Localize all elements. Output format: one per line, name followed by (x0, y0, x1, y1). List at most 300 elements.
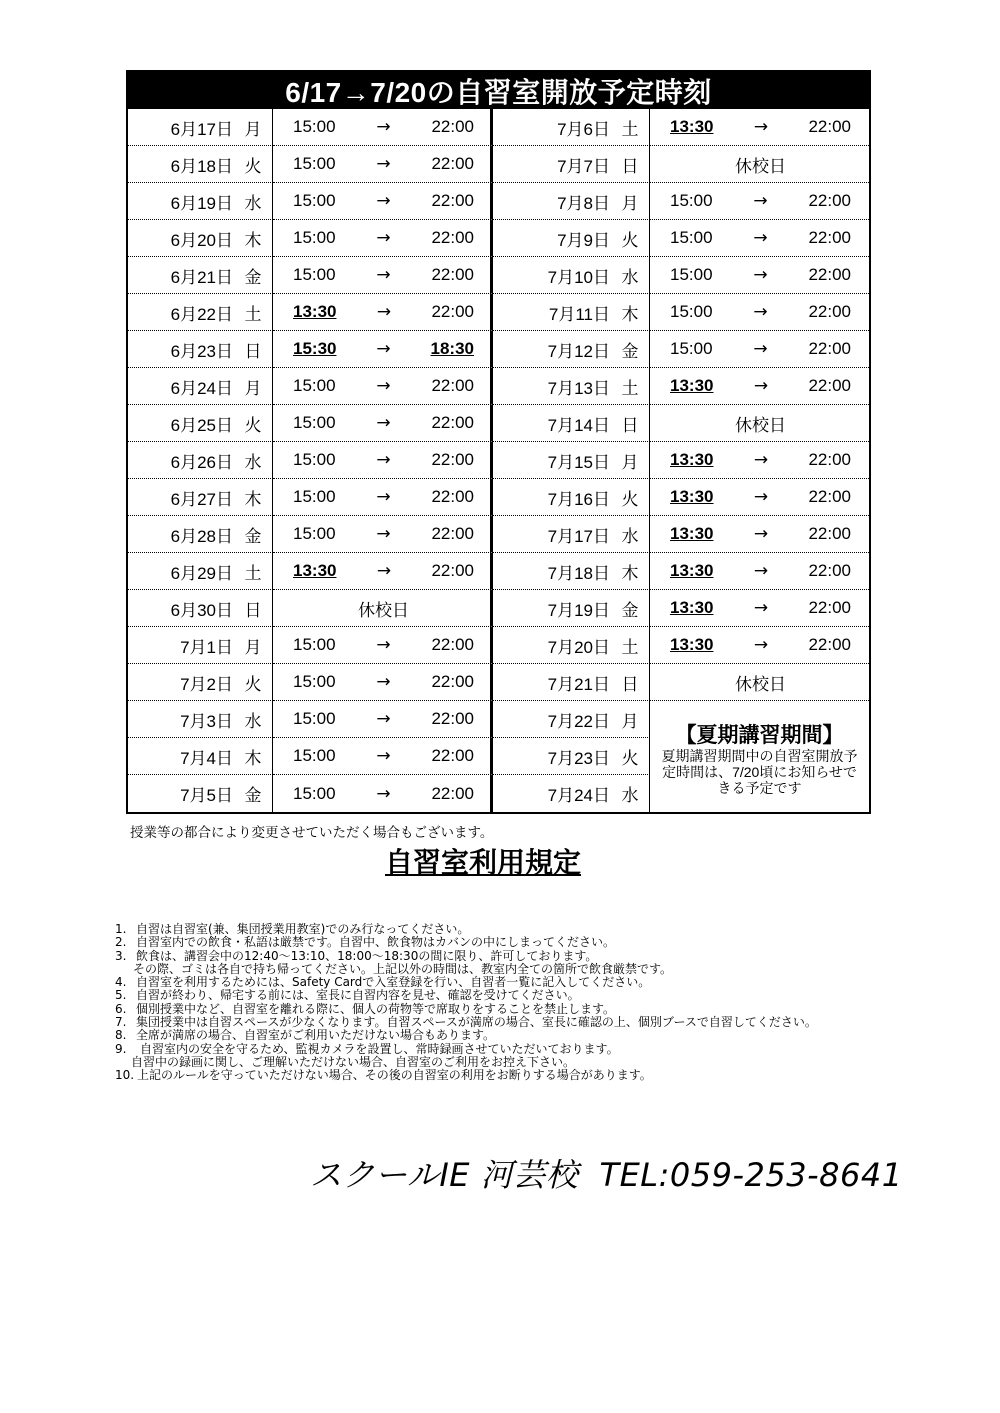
time-range (293, 450, 474, 470)
close-time: 22:00 (808, 228, 851, 247)
date-text: 6月17日 (170, 119, 233, 139)
time-range (293, 117, 474, 137)
weekday-text: 月 (244, 637, 262, 657)
schedule-title: 6/17→7/20の自習室開放予定時刻 (128, 72, 869, 109)
left-date-cell (128, 627, 273, 664)
arrow-glyph: → (753, 487, 769, 507)
close-time: 22:00 (808, 376, 851, 395)
open-time: 15:00 (293, 635, 336, 654)
date-text: 6月20日 (170, 230, 233, 250)
rule-number: 2. (115, 935, 127, 950)
time-range (670, 302, 851, 322)
right-time-cell (650, 368, 869, 405)
left-time-cell (273, 146, 493, 183)
weekday-text: 日 (621, 156, 639, 176)
arrow-glyph: → (753, 117, 769, 137)
left-date-cell (128, 664, 273, 701)
weekday-text: 火 (244, 415, 262, 435)
date-text: 7月3日 (180, 711, 233, 731)
left-date-cell (128, 257, 273, 294)
right-time-cell (650, 257, 869, 294)
close-time: 22:00 (808, 635, 851, 654)
date-text: 7月1日 (180, 637, 233, 657)
left-time-cell (273, 775, 493, 812)
right-date-cell (493, 553, 650, 590)
right-time-cell (650, 479, 869, 516)
arrow-glyph: → (376, 783, 391, 804)
weekday-text: 土 (244, 304, 262, 324)
time-range (293, 339, 474, 359)
arrow-glyph: → (376, 376, 391, 396)
arrow-glyph: → (376, 487, 391, 507)
arrow-glyph: → (376, 154, 391, 174)
date-text: 6月18日 (170, 156, 233, 176)
date-text: 7月8日 (557, 193, 610, 213)
left-time-cell (273, 183, 493, 220)
weekday-text: 月 (621, 452, 639, 472)
weekday-text: 水 (244, 452, 262, 472)
time-range (670, 117, 851, 137)
weekday-text: 金 (244, 786, 262, 805)
open-time: 15:30 (293, 339, 337, 358)
open-time: 15:00 (670, 228, 713, 247)
left-time-cell (273, 553, 493, 590)
rule-text: 自習中の録画に関し、ご理解いただけない場合、自習室のご利用をお控え下さい。 (131, 1054, 576, 1069)
time-range (293, 191, 474, 211)
close-time: 22:00 (431, 524, 474, 543)
date-text: 7月6日 (557, 119, 610, 139)
close-time: 22:00 (808, 339, 851, 358)
rule-number: 10. (115, 1068, 135, 1083)
time-range (670, 487, 851, 507)
date-text: 6月22日 (170, 304, 233, 324)
weekday-text: 水 (244, 711, 262, 731)
right-date-cell (493, 442, 650, 479)
summer-session-note (650, 701, 869, 812)
weekday-text: 火 (244, 156, 262, 176)
open-time: 15:00 (293, 672, 336, 691)
right-date-cell (493, 109, 650, 146)
rule-number: 1. (115, 922, 127, 936)
close-time: 22:00 (431, 487, 474, 506)
open-time: 13:30 (670, 376, 714, 395)
rule-number: 5. (115, 988, 127, 1003)
arrow-glyph: → (753, 228, 768, 248)
weekday-text: 火 (621, 489, 639, 509)
rule-text: 自習室内の安全を守るため、監視カメラを設置し、常時録画させていただいております。 (140, 1041, 619, 1056)
date-text: 6月25日 (170, 415, 233, 435)
rule-number: 8. (115, 1028, 127, 1043)
weekday-text: 木 (244, 748, 262, 768)
right-date-cell (493, 479, 650, 516)
left-date-cell (128, 701, 273, 738)
date-text: 7月14日 (547, 415, 610, 435)
right-time-cell (650, 220, 869, 257)
arrow-glyph: → (376, 635, 391, 655)
rules-list (115, 923, 975, 1083)
close-time: 22:00 (431, 228, 474, 247)
date-text: 6月30日 (170, 600, 233, 620)
date-text: 6月24日 (170, 378, 233, 398)
date-text: 7月24日 (547, 786, 610, 805)
weekday-text: 金 (244, 267, 262, 287)
close-time: 22:00 (431, 302, 474, 321)
closed-day-label: 休校日 (735, 674, 786, 694)
left-time-cell (273, 479, 493, 516)
time-range (670, 524, 851, 544)
left-time-cell (273, 368, 493, 405)
right-date-cell (493, 257, 650, 294)
date-text: 6月26日 (170, 452, 233, 472)
left-date-cell (128, 183, 273, 220)
rules-title: 自習室利用規定 (384, 846, 581, 879)
right-date-cell (493, 146, 650, 183)
rule-number: 6. (115, 1001, 127, 1016)
weekday-text: 水 (621, 267, 639, 287)
time-range (293, 228, 474, 248)
close-time: 22:00 (431, 672, 474, 691)
date-text: 7月9日 (557, 230, 610, 250)
time-range (670, 561, 851, 581)
left-time-cell (273, 701, 493, 738)
time-range (670, 450, 851, 470)
left-date-cell (128, 331, 273, 368)
right-date-cell (493, 627, 650, 664)
left-date-cell (128, 479, 273, 516)
arrow-glyph: → (376, 709, 391, 729)
left-date-cell (128, 516, 273, 553)
time-range (293, 524, 474, 544)
right-time-cell (650, 590, 869, 627)
right-date-cell (493, 220, 650, 257)
date-text: 7月16日 (547, 489, 610, 509)
open-time: 13:30 (670, 487, 714, 506)
weekday-text: 水 (244, 193, 262, 213)
date-text: 7月4日 (180, 748, 233, 768)
right-date-cell (493, 183, 650, 220)
right-time-cell (650, 627, 869, 664)
right-time-cell (650, 146, 869, 183)
right-time-cell (650, 183, 869, 220)
left-date-cell (128, 368, 273, 405)
close-time: 22:00 (431, 265, 474, 284)
arrow-glyph: → (376, 524, 391, 544)
time-range (293, 635, 474, 655)
time-range (670, 598, 851, 618)
open-time: 15:00 (293, 524, 336, 543)
left-date-cell (128, 405, 273, 442)
weekday-text: 日 (244, 600, 262, 620)
left-time-cell (273, 257, 493, 294)
rule-item (115, 989, 975, 1002)
time-range (670, 265, 851, 285)
left-time-cell (273, 220, 493, 257)
close-time: 22:00 (808, 265, 851, 284)
left-date-cell (128, 294, 273, 331)
time-range (670, 191, 851, 211)
weekday-text: 日 (621, 674, 639, 694)
weekday-text: 日 (621, 415, 639, 435)
arrow-glyph: → (376, 265, 391, 285)
time-range (293, 302, 474, 322)
date-text: 7月13日 (547, 378, 610, 398)
date-text: 7月17日 (547, 526, 610, 546)
rule-number: 3. (115, 948, 127, 963)
arrow-glyph: → (753, 561, 769, 581)
date-text: 7月20日 (547, 637, 610, 657)
arrow-glyph: → (753, 376, 769, 396)
rule-number: 7. (115, 1015, 127, 1030)
time-range (293, 561, 474, 581)
arrow-glyph: → (753, 339, 768, 359)
open-time: 13:30 (293, 561, 337, 580)
arrow-glyph: → (753, 635, 769, 655)
school-contact: スクールIE 河芸校 TEL:059-253-8641 (310, 1156, 903, 1194)
close-time: 22:00 (808, 450, 851, 469)
date-text: 6月23日 (170, 341, 233, 361)
left-time-cell (273, 331, 493, 368)
date-text: 6月21日 (170, 267, 233, 287)
right-time-cell (650, 109, 869, 146)
arrow-glyph: → (376, 191, 391, 211)
close-time: 22:00 (808, 191, 851, 210)
rule-text: 上記のルールを守っていただけない場合、その後の自習室の利用をお断りする場合があります。 (137, 1068, 652, 1083)
date-text: 7月18日 (547, 563, 610, 583)
rule-item (115, 1029, 975, 1042)
date-text: 7月11日 (548, 304, 610, 324)
right-date-cell (493, 516, 650, 553)
weekday-text: 土 (244, 563, 262, 583)
rule-item (115, 950, 975, 963)
arrow-glyph: → (376, 413, 391, 433)
close-time: 22:00 (808, 561, 851, 580)
weekday-text: 木 (244, 489, 262, 509)
open-time: 15:00 (293, 265, 336, 284)
close-time: 22:00 (431, 746, 474, 765)
arrow-glyph: → (376, 746, 391, 766)
left-time-cell (273, 664, 493, 701)
time-range (670, 339, 851, 359)
left-time-cell (273, 405, 493, 442)
weekday-text: 日 (244, 341, 262, 361)
open-time: 13:30 (670, 598, 714, 617)
date-text: 7月2日 (180, 674, 233, 694)
weekday-text: 木 (244, 230, 262, 250)
time-range (670, 376, 851, 396)
arrow-glyph: → (753, 302, 768, 322)
change-notice: 授業等の都合により変更させていただく場合もございます。 (130, 825, 494, 841)
left-date-cell (128, 738, 273, 775)
rule-text: 自習は自習室(兼、集団授業用教室)でのみ行なってください。 (136, 922, 470, 936)
date-text: 7月21日 (547, 674, 610, 694)
close-time: 22:00 (808, 524, 851, 543)
close-time: 22:00 (431, 450, 474, 469)
left-time-cell (273, 516, 493, 553)
arrow-glyph: → (376, 302, 392, 322)
rule-text: 全席が満席の場合、自習室がご利用いただけない場合もあります。 (136, 1028, 496, 1043)
rule-text: 個別授業中など、自習室を離れる際に、個人の荷物等で席取りをすることを禁止します。 (136, 1001, 616, 1016)
left-date-cell (128, 220, 273, 257)
weekday-text: 土 (621, 119, 639, 139)
right-date-cell (493, 738, 650, 775)
close-time: 22:00 (431, 413, 474, 432)
open-time: 15:00 (293, 450, 336, 469)
open-time: 15:00 (293, 117, 336, 136)
right-time-cell (650, 553, 869, 590)
date-text: 7月7日 (557, 156, 610, 176)
arrow-glyph: → (753, 524, 769, 544)
rule-number: 4. (115, 975, 127, 990)
weekday-text: 土 (621, 637, 639, 657)
date-text: 6月27日 (170, 489, 233, 509)
arrow-glyph: → (753, 598, 769, 618)
rule-text: その際、ゴミは各自で持ち帰ってください。上記以外の時間は、教室内全ての箇所で飲食厳禁です。 (133, 961, 673, 976)
rule-number: 9. (115, 1041, 127, 1056)
right-time-cell (650, 664, 869, 701)
rule-text: 自習室を利用するためには、Safety Cardで入室登録を行い、自習者一覧に記入してください。 (136, 975, 651, 990)
open-time: 13:30 (670, 524, 714, 543)
weekday-text: 金 (621, 341, 639, 361)
time-range (670, 228, 851, 248)
close-time: 22:00 (431, 376, 474, 395)
close-time: 22:00 (431, 561, 474, 580)
close-time: 22:00 (431, 635, 474, 654)
left-time-cell (273, 294, 493, 331)
rule-text: 飲食は、講習会中の12:40～13:10、18:00～18:30の間に限り、許可しております。 (136, 948, 598, 963)
open-time: 13:30 (670, 561, 714, 580)
close-time: 22:00 (431, 709, 474, 728)
right-date-cell (493, 775, 650, 812)
arrow-glyph: → (753, 450, 769, 470)
left-date-cell (128, 553, 273, 590)
open-time: 15:00 (293, 746, 336, 765)
date-text: 6月19日 (170, 193, 233, 213)
closed-day-label: 休校日 (735, 415, 786, 435)
rule-item (115, 1069, 975, 1082)
open-time: 15:00 (670, 339, 713, 358)
date-text: 7月12日 (547, 341, 610, 361)
schedule-table (126, 70, 871, 814)
rule-item (115, 936, 975, 949)
open-time: 15:00 (293, 783, 336, 803)
open-time: 13:30 (670, 635, 714, 654)
left-time-cell (273, 590, 493, 627)
time-range (293, 376, 474, 396)
weekday-text: 木 (621, 563, 639, 583)
close-time: 22:00 (808, 598, 851, 617)
time-range (293, 413, 474, 433)
open-time: 13:30 (293, 302, 337, 321)
closed-day-label: 休校日 (735, 156, 786, 176)
right-date-cell (493, 294, 650, 331)
open-time: 15:00 (670, 265, 713, 284)
right-time-cell (650, 331, 869, 368)
right-date-cell (493, 368, 650, 405)
open-time: 15:00 (293, 228, 336, 247)
weekday-text: 水 (621, 526, 639, 546)
arrow-glyph: → (376, 228, 391, 248)
close-time: 22:00 (808, 302, 851, 321)
summer-note-body: 夏期講習期間中の自習室開放予定時間は、7/20頃にお知らせできる予定です (661, 747, 858, 796)
right-date-cell (493, 405, 650, 442)
arrow-glyph: → (376, 672, 391, 692)
arrow-glyph: → (753, 191, 768, 211)
left-date-cell (128, 442, 273, 479)
date-text: 6月28日 (170, 526, 233, 546)
open-time: 13:30 (670, 450, 714, 469)
time-range (293, 746, 474, 766)
date-text: 6月29日 (170, 563, 233, 583)
weekday-text: 水 (621, 786, 639, 805)
arrow-glyph: → (376, 450, 391, 470)
close-time: 18:30 (430, 339, 474, 358)
open-time: 15:00 (293, 376, 336, 395)
time-range (670, 635, 851, 655)
open-time: 15:00 (293, 487, 336, 506)
closed-day-label: 休校日 (358, 600, 409, 620)
left-date-cell (128, 590, 273, 627)
rule-text: 自習が終わり、帰宅する前には、室長に自習内容を見せ、確認を受けてください。 (136, 988, 580, 1003)
summer-note-heading: 【夏期講習期間】 (675, 723, 844, 747)
arrow-glyph: → (376, 561, 392, 581)
weekday-text: 金 (621, 600, 639, 620)
close-time: 22:00 (431, 117, 474, 136)
weekday-text: 月 (244, 119, 262, 139)
time-range (293, 784, 474, 804)
weekday-text: 火 (244, 674, 262, 694)
weekday-text: 金 (244, 526, 262, 546)
right-time-cell (650, 516, 869, 553)
left-time-cell (273, 442, 493, 479)
left-time-cell (273, 109, 493, 146)
arrow-glyph: → (376, 339, 391, 359)
open-time: 15:00 (293, 154, 336, 173)
close-time: 22:00 (808, 487, 851, 506)
weekday-text: 月 (621, 193, 639, 213)
left-date-cell (128, 109, 273, 146)
close-time: 22:00 (431, 783, 474, 803)
time-range (293, 487, 474, 507)
open-time: 15:00 (293, 413, 336, 432)
date-text: 7月22日 (547, 711, 610, 731)
date-text: 7月19日 (547, 600, 610, 620)
weekday-text: 月 (244, 378, 262, 398)
right-time-cell (650, 405, 869, 442)
time-range (293, 154, 474, 174)
left-time-cell (273, 627, 493, 664)
close-time: 22:00 (808, 117, 851, 136)
right-time-cell (650, 294, 869, 331)
right-date-cell (493, 701, 650, 738)
close-time: 22:00 (431, 154, 474, 173)
close-time: 22:00 (431, 191, 474, 210)
open-time: 15:00 (670, 191, 713, 210)
time-range (293, 265, 474, 285)
date-text: 7月23日 (547, 748, 610, 768)
open-time: 13:30 (670, 117, 714, 136)
rule-text: 集団授業中は自習スペースが少なくなります。自習スペースが満席の場合、室長に確認の上、個別ブースで自習してください。 (136, 1015, 817, 1030)
right-date-cell (493, 331, 650, 368)
date-text: 7月5日 (180, 786, 233, 805)
open-time: 15:00 (670, 302, 713, 321)
left-date-cell (128, 146, 273, 183)
weekday-text: 土 (621, 378, 639, 398)
weekday-text: 火 (621, 748, 639, 768)
arrow-glyph: → (376, 117, 391, 137)
right-date-cell (493, 664, 650, 701)
time-range (293, 709, 474, 729)
open-time: 15:00 (293, 191, 336, 210)
